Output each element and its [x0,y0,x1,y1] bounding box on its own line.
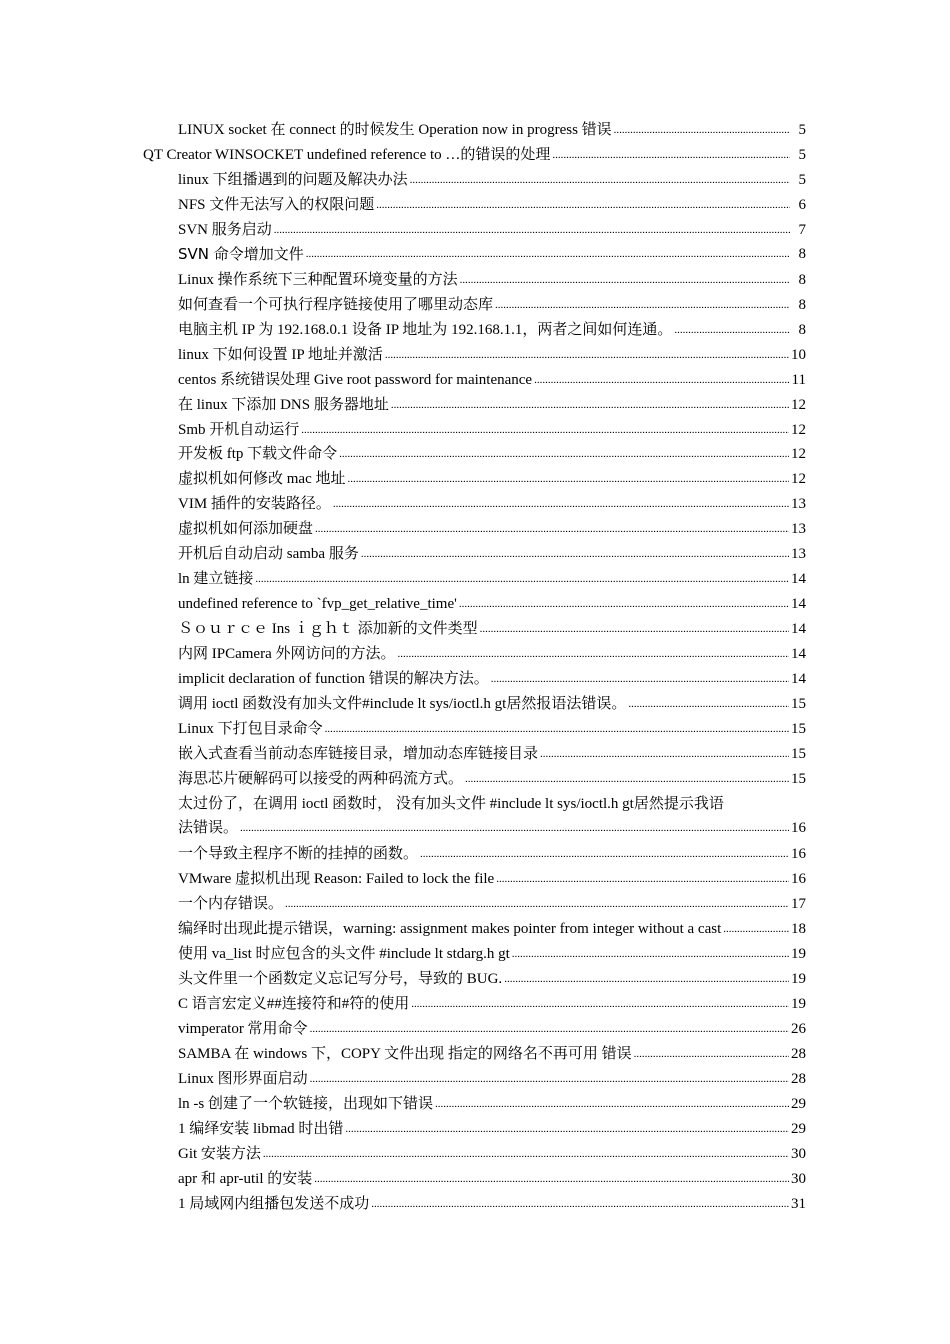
toc-entry-page: 14 [791,621,806,637]
dot-leader [491,672,789,686]
toc-entry-title: 调用 ioctl 函数没有加头文件#include lt sys/ioctl.h gt居然报语法错误。 [178,696,627,712]
toc-entry-page: 14 [791,596,806,612]
toc-entry-page: 12 [791,471,806,487]
toc-entry [178,890,806,914]
toc-entry-title: 1 编绎安装 libmad 时出错 [178,1121,344,1137]
toc-entry-title: 使用 va_list 时应包含的头文件 #include lt stdarg.h gt [178,946,510,962]
toc-entry [178,865,806,889]
toc-entry-page: 19 [791,971,806,987]
toc-entry [178,1065,806,1089]
toc-entry-title: 1 局域网内组播包发送不成功 [178,1196,370,1212]
toc-entry-title: linux 下如何设置 IP 地址并激活 [178,347,383,363]
toc-entry-page: 7 [798,222,806,238]
toc-entry-title: VIM 插件的安装路径。 [178,496,331,512]
toc-entry [178,266,806,290]
toc-entry-title: 开机后自动启动 samba 服务 [178,546,359,562]
toc-entry-page: 8 [798,272,806,288]
toc-entry [178,291,806,315]
dot-leader [240,821,789,835]
dot-leader [495,298,790,312]
toc-entry-title: LINUX socket 在 connect 的时候发生 Operation now in progress 错误 [178,122,612,138]
toc-entry-title: linux 下组播遇到的问题及解决办法 [178,172,408,188]
toc-entry [178,940,806,964]
toc-entry-page: 12 [791,422,806,438]
dot-leader [480,622,789,636]
toc-entry-page: 14 [791,646,806,662]
toc-entry [178,540,806,564]
toc-entry-page: 13 [791,521,806,537]
toc-entry-page: 6 [798,197,806,213]
toc-entry-title: 在 linux 下添加 DNS 服务器地址 [178,397,389,413]
toc-entry [178,440,806,464]
dot-leader [496,872,789,886]
toc-entry-page: 15 [791,721,806,737]
toc-entry-title: 头文件里一个函数定义忘记写分号，导致的 BUG. [178,971,503,987]
toc-entry-page: 15 [791,696,806,712]
toc-entry [178,116,806,140]
toc-entry-page: 14 [791,571,806,587]
dot-leader [274,223,790,237]
toc-entry-title: 虚拟机如何修改 mac 地址 [178,471,346,487]
toc-entry-title: Ｓｏｕｒｃｅ Ins ｉｇｈｔ 添加新的文件类型 [178,621,478,637]
dot-leader [411,997,789,1011]
toc-entry [178,915,806,939]
dot-leader [339,447,789,461]
toc-entry-page: 13 [791,496,806,512]
dot-leader [723,922,789,936]
toc-entry-title: 电脑主机 IP 为 192.168.0.1 设备 IP 地址为 192.168.1.1，两者之间如何连通。 [178,322,673,338]
toc-entry [178,690,806,714]
toc-entry-page: 12 [791,446,806,462]
toc-entry [178,391,806,415]
toc-entry [143,141,806,165]
toc-entry-title: 太过份了，在调用 ioctl 函数时， 没有加头文件 #include lt sys/ioctl.h gt居然提示我语 [178,796,724,812]
toc-entry-page: 29 [791,1121,806,1137]
dot-leader [674,323,790,337]
toc-entry-page: 10 [791,347,806,363]
toc-entry-page: 28 [791,1071,806,1087]
toc-entry-page: 30 [791,1146,806,1162]
toc-entry-title: 嵌入式查看当前动态库链接目录，增加动态库链接目录 [178,746,539,762]
toc-entry-title: 一个内存错误。 [178,896,284,912]
toc-entry-title: ln 建立链接 [178,571,254,587]
dot-leader [333,497,789,511]
toc-entry-page: 18 [791,921,806,937]
toc-entry [178,565,806,589]
dot-leader [634,1047,789,1061]
toc-entry [178,1165,806,1189]
dot-leader [410,173,790,187]
toc-entry [178,341,806,365]
toc-entry [178,1090,806,1114]
toc-entry-page: 19 [791,996,806,1012]
toc-entry [178,740,806,764]
toc-entry-title: implicit declaration of function 错误的解决方法。 [178,671,489,687]
toc-entry-title: C 语言宏定义##连接符和#符的使用 [178,996,410,1012]
toc-entry-page: 8 [798,297,806,313]
toc-entry-page: 28 [791,1046,806,1062]
toc-entry-title: VMware 虚拟机出现 Reason: Failed to lock the file [178,871,495,887]
toc-entry-title: SAMBA 在 windows 下，COPY 文件出现 指定的网络名不再可用 错误 [178,1046,632,1062]
toc-entry-page: 19 [791,946,806,962]
dot-leader [614,123,790,137]
dot-leader [345,1122,789,1136]
toc-entry-title: centos 系统错误处理 Give root password for maintenance [178,372,533,388]
toc-entry-title: ln -s 创建了一个软链接，出现如下错误 [178,1096,434,1112]
toc-entry [178,590,806,614]
dot-leader [385,348,789,362]
toc-entry-page: 5 [798,147,806,163]
toc-entry-page: 5 [798,172,806,188]
dot-leader [460,273,790,287]
dot-leader [512,947,789,961]
dot-leader [306,247,790,261]
dot-leader [435,1097,789,1111]
toc-entry [178,790,806,840]
toc-entry [178,615,806,639]
toc-entry-page: 11 [791,372,806,388]
toc-entry-title-continued: 法错误。 [178,820,239,836]
dot-leader [465,772,789,786]
toc-entry [178,216,806,240]
dot-leader [301,423,789,437]
dot-leader [504,972,789,986]
dot-leader [347,472,789,486]
dot-leader [459,597,789,611]
dot-leader [391,398,789,412]
dot-leader [534,373,789,387]
toc-entry-title: 如何查看一个可执行程序链接使用了哪里动态库 [178,297,494,313]
dot-leader [540,747,789,761]
toc-entry-page: 12 [791,397,806,413]
toc-entry-page: 8 [798,246,806,262]
toc-entry-title: 海思芯片硬解码可以接受的两种码流方式。 [178,771,464,787]
toc-entry-title: SVN 服务启动 [178,222,272,238]
dot-leader [310,1022,789,1036]
toc-entry [178,765,806,789]
toc-entry [178,1190,806,1214]
toc-entry [178,840,806,864]
toc-entry [178,1015,806,1039]
toc-entry-title: 内网 IPCamera 外网访问的方法。 [178,646,396,662]
toc-entry [178,166,806,190]
toc-entry-title: SVN 命令增加文件 [178,245,304,263]
dot-leader [285,897,789,911]
toc-entry-page: 16 [791,820,806,836]
toc-entry-page: 15 [791,746,806,762]
toc-entry-page: 29 [791,1096,806,1112]
toc-entry [178,1140,806,1164]
toc-entry-title: apr 和 apr-util 的安装 [178,1171,313,1187]
toc-entry [178,191,806,215]
dot-leader [628,697,789,711]
toc-entry [178,990,806,1014]
toc-entry-title: Git 安装方法 [178,1146,261,1162]
toc-entry-page: 31 [791,1196,806,1212]
toc-entry [178,316,806,340]
toc-entry-title: NFS 文件无法写入的权限问题 [178,197,375,213]
toc-entry-page: 14 [791,671,806,687]
toc-entry [178,240,806,264]
toc-entry-page: 17 [791,896,806,912]
toc-entry-page: 13 [791,546,806,562]
dot-leader [325,722,789,736]
toc-entry-page: 15 [791,771,806,787]
toc-entry-title: Linux 下打包目录命令 [178,721,323,737]
dot-leader [361,547,789,561]
toc-entry [178,665,806,689]
toc-entry-title: Linux 图形界面启动 [178,1071,308,1087]
dot-leader [371,1197,789,1211]
toc-entry-title: 开发板 ftp 下载文件命令 [178,446,338,462]
toc-entry-title: 编绎时出现此提示错误，warning: assignment makes pointer from integer without a cast [178,921,722,937]
toc-entry-page: 16 [791,846,806,862]
dot-leader [263,1147,789,1161]
toc-entry [178,1040,806,1064]
dot-leader [314,1172,789,1186]
dot-leader [255,572,789,586]
toc-entry [178,515,806,539]
toc-entry-title: 一个导致主程序不断的挂掉的函数。 [178,846,419,862]
toc-entry [178,715,806,739]
toc-entry-title: 虚拟机如何添加硬盘 [178,521,314,537]
toc-entry [178,965,806,989]
toc-entry-page: 5 [798,122,806,138]
dot-leader [420,847,789,861]
toc-entry-page: 30 [791,1171,806,1187]
toc-entry-page: 26 [791,1021,806,1037]
toc-entry-page: 8 [798,322,806,338]
toc-entry-title: Smb 开机自动运行 [178,422,300,438]
toc-entry-title: Linux 操作系统下三种配置环境变量的方法 [178,272,458,288]
dot-leader [376,198,790,212]
toc-entry [178,366,806,390]
toc-entry-title: undefined reference to `fvp_get_relative_time' [178,596,457,612]
toc-entry [178,640,806,664]
toc-entry [178,416,806,440]
toc-entry [178,1115,806,1139]
dot-leader [552,148,790,162]
dot-leader [315,522,789,536]
toc-entry-page: 16 [791,871,806,887]
dot-leader [310,1072,789,1086]
toc-entry-title: vimperator 常用命令 [178,1021,308,1037]
toc-entry-title: QT Creator WINSOCKET undefined reference to …的错误的处理 [143,147,551,163]
toc-entry [178,465,806,489]
dot-leader [397,647,789,661]
toc-entry [178,490,806,514]
